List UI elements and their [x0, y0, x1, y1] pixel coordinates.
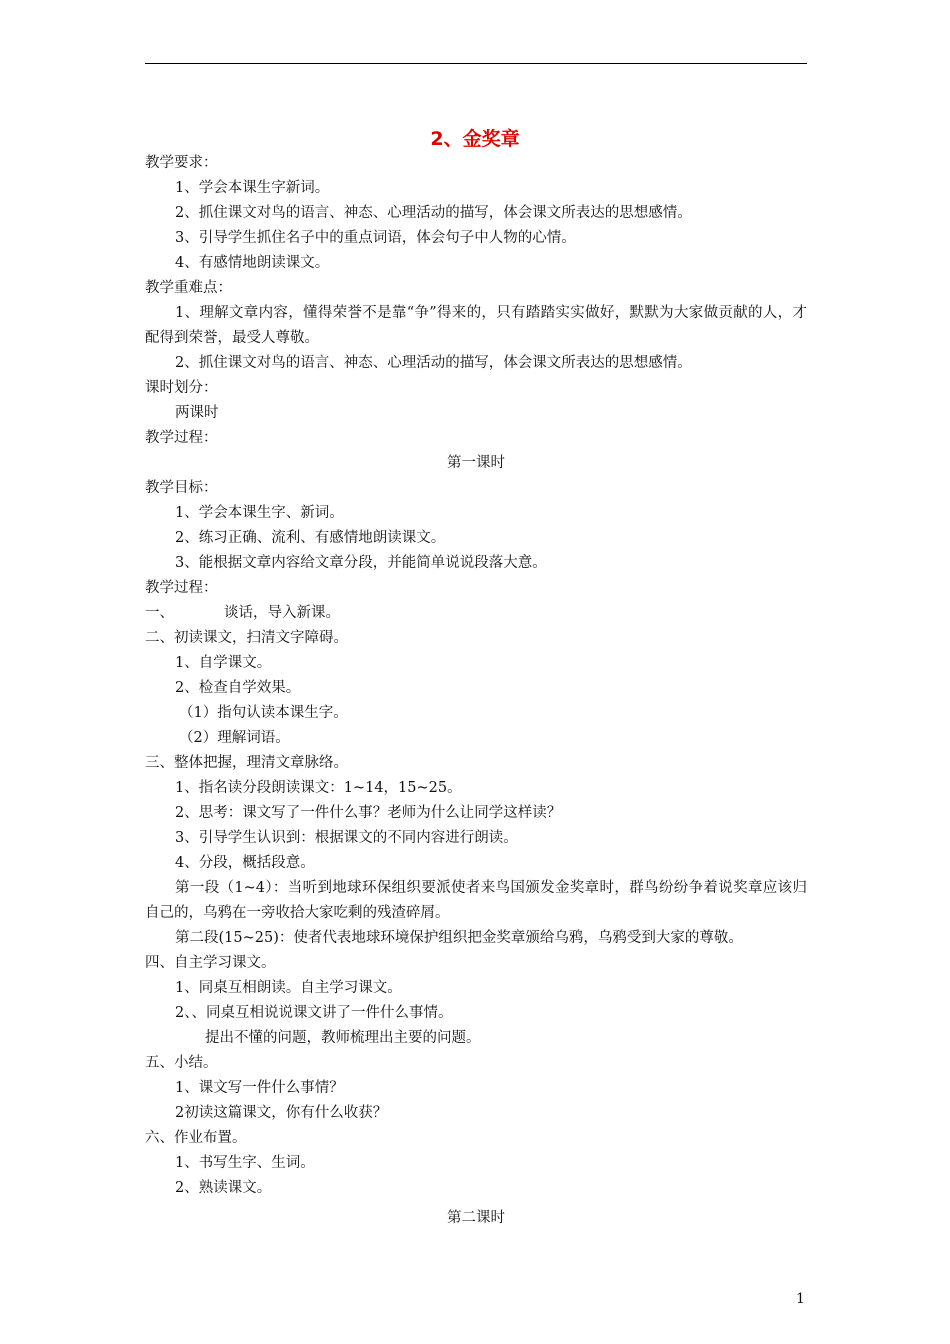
lesson-period-heading: 第二课时 [447, 1210, 505, 1226]
paragraph: 两课时 [175, 405, 219, 421]
list-item: 1、课文写一件什么事情？ [175, 1080, 344, 1096]
step-number: 一、 [145, 605, 174, 621]
list-item: 4、分段，概括段意。 [175, 855, 315, 871]
section-heading: 课时划分： [145, 380, 218, 396]
lesson-title: 2、金奖章 [430, 128, 520, 150]
list-item: 2、思考：课文写了一件什么事？老师为什么让同学这样读？ [175, 805, 562, 821]
list-item: 3、能根据文章内容给文章分段，并能简单说说段落大意。 [175, 555, 547, 571]
section-heading: 教学过程： [145, 580, 218, 596]
list-item: 3、引导学生认识到：根据课文的不同内容进行朗读。 [175, 830, 518, 846]
step-heading: 五、小结。 [145, 1055, 218, 1071]
list-item: 1、自学课文。 [175, 655, 272, 671]
step-text: 谈话，导入新课。 [224, 605, 340, 621]
list-item: 4、有感情地朗读课文。 [175, 255, 330, 271]
step-heading [145, 601, 807, 626]
list-item: 2、、同桌互相说说课文讲了一件什么事情。 [175, 1005, 453, 1021]
list-item: 2、熟读课文。 [175, 1180, 272, 1196]
list-item: 1、指名读分段朗读课文：1~14，15~25。 [175, 780, 462, 796]
list-item: 3、引导学生抓住名子中的重点词语，体会句子中人物的心情。 [175, 230, 576, 246]
section-heading: 教学目标： [145, 480, 218, 496]
paragraph: 第二段(15~25)：使者代表地球环境保护组织把金奖章颁给乌鸦，乌鸦受到大家的尊敬。 [175, 930, 743, 946]
paragraph: 第一段（1~4）：当听到地球环保组织要派使者来鸟国颁发金奖章时，群鸟纷纷争着说奖章应该归自己的，乌鸦在一旁收拾大家吃剩的残渣碎屑。 [145, 880, 807, 921]
list-item: 2、练习正确、流利、有感情地朗读课文。 [175, 530, 446, 546]
list-item: 1、同桌互相朗读。自主学习课文。 [175, 980, 402, 996]
document-body [145, 151, 807, 1231]
lesson-period-heading: 第一课时 [447, 455, 505, 471]
list-item: 1、书写生字、生词。 [175, 1155, 315, 1171]
sub-list-item: （2）理解词语。 [179, 730, 290, 746]
list-item: 2、抓住课文对鸟的语言、神态、心理活动的描写，体会课文所表达的思想感情。 [175, 205, 692, 221]
list-item: 2初读这篇课文，你有什么收获？ [175, 1105, 388, 1121]
list-item: 2、检查自学效果。 [175, 680, 301, 696]
list-item: 1、学会本课生字、新词。 [175, 505, 344, 521]
section-heading: 教学重难点： [145, 280, 232, 296]
list-item: 2、抓住课文对鸟的语言、神态、心理活动的描写，体会课文所表达的思想感情。 [175, 355, 692, 371]
page-number: 1 [796, 1291, 805, 1307]
section-heading: 教学过程： [145, 430, 218, 446]
step-heading: 四、自主学习课文。 [145, 955, 276, 971]
list-item: 提出不懂的问题，教师梳理出主要的问题。 [205, 1030, 481, 1046]
header-rule [145, 63, 807, 64]
step-heading: 二、初读课文，扫清文字障碍。 [145, 630, 348, 646]
paragraph: 1、理解文章内容，懂得荣誉不是靠“争”得来的，只有踏踏实实做好，默默为大家做贡献的人，才配得到荣誉，最受人尊敬。 [145, 305, 807, 346]
section-heading: 教学要求： [145, 155, 218, 171]
sub-list-item: （1）指句认读本课生字。 [179, 705, 348, 721]
step-heading: 六、作业布置。 [145, 1130, 247, 1146]
step-heading: 三、整体把握，理清文章脉络。 [145, 755, 348, 771]
list-item: 1、学会本课生字新词。 [175, 180, 330, 196]
